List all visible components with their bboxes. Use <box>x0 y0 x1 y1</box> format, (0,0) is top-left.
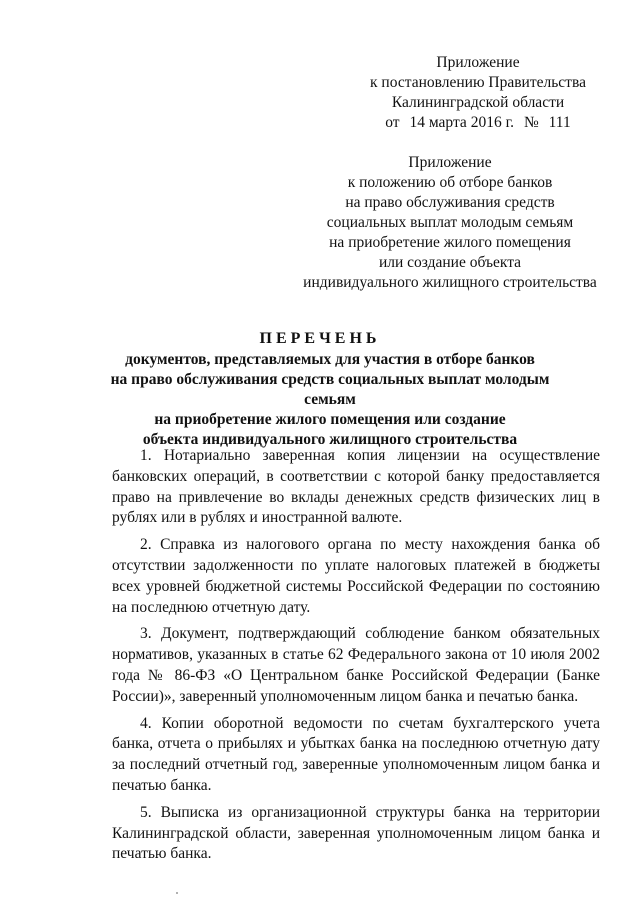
resolution-date: 14 марта 2016 г. <box>409 114 515 131</box>
appendix-regulation-line: на право обслуживания средств <box>345 194 555 211</box>
document-subtitle <box>90 350 570 450</box>
date-prefix: от <box>385 114 400 131</box>
appendix-regulation-line: социальных выплат молодым семьям <box>326 214 574 231</box>
scan-speck <box>176 892 178 894</box>
appendix-resolution-block <box>348 53 608 133</box>
list-item: 5. Выписка из организационной структуры банка на территории Калининградской области, заверенная уполномоченным лицом банка и печатью банка. <box>112 803 600 863</box>
appendix-resolution-line: к постановлению Правительства <box>370 74 586 91</box>
appendix-regulation-line: к положению об отборе банков <box>347 174 553 191</box>
number-sign: № <box>523 114 539 131</box>
document-list <box>112 446 600 871</box>
appendix-regulation-line: индивидуального жилищного строительства <box>303 274 597 291</box>
list-item: 1. Нотариально заверенная копия лицензии на осуществление банковских операций, в соответствии с которой банку предоставляется право на привлечение во вклады денежных средств физических лиц в рублях или в рублях и иностранной валюте. <box>112 447 600 527</box>
subtitle-line: объекта индивидуального жилищного строительства <box>142 431 518 448</box>
appendix-regulation-block <box>300 153 600 293</box>
list-item: 2. Справка из налогового органа по месту нахождения банка об отсутствии задолженности по уплате налоговых платежей в бюджеты всех уровней бюджетной системы Российской Федерации по состоянию на последнюю отчетную дату. <box>112 536 600 616</box>
resolution-number: 111 <box>548 114 571 131</box>
appendix-regulation-line: на приобретение жилого помещения <box>329 234 571 251</box>
subtitle-line: на право обслуживания средств социальных выплат молодым семьям <box>110 371 550 408</box>
subtitle-line: документов, представляемых для участия в отборе банков <box>125 351 535 368</box>
resolution-date-line <box>348 113 608 133</box>
appendix-label: Приложение <box>436 54 520 71</box>
list-item: 4. Копии оборотной ведомости по счетам бухгалтерского учета банка, отчета о прибылях и убытках банка на последнюю отчетную дату за последний отчетный год, заверенные уполномоченным лицом банка и печатью банка. <box>112 714 600 794</box>
list-item: 3. Документ, подтверждающий соблюдение банком обязательных нормативов, указанных в статье 62 Федерального закона от 10 июля 2002 года № 86-ФЗ «О Центральном банке Российской Федерации (Банке России)», заверенный уполномоченным лицом банка и печатью банка. <box>112 625 600 705</box>
appendix-regulation-line: или создание объекта <box>378 254 522 271</box>
document-title: ПЕРЕЧЕНЬ <box>259 330 381 347</box>
appendix-region-line: Калининградской области <box>391 94 565 111</box>
subtitle-line: на приобретение жилого помещения или создание <box>154 411 506 428</box>
appendix-label: Приложение <box>408 154 492 171</box>
